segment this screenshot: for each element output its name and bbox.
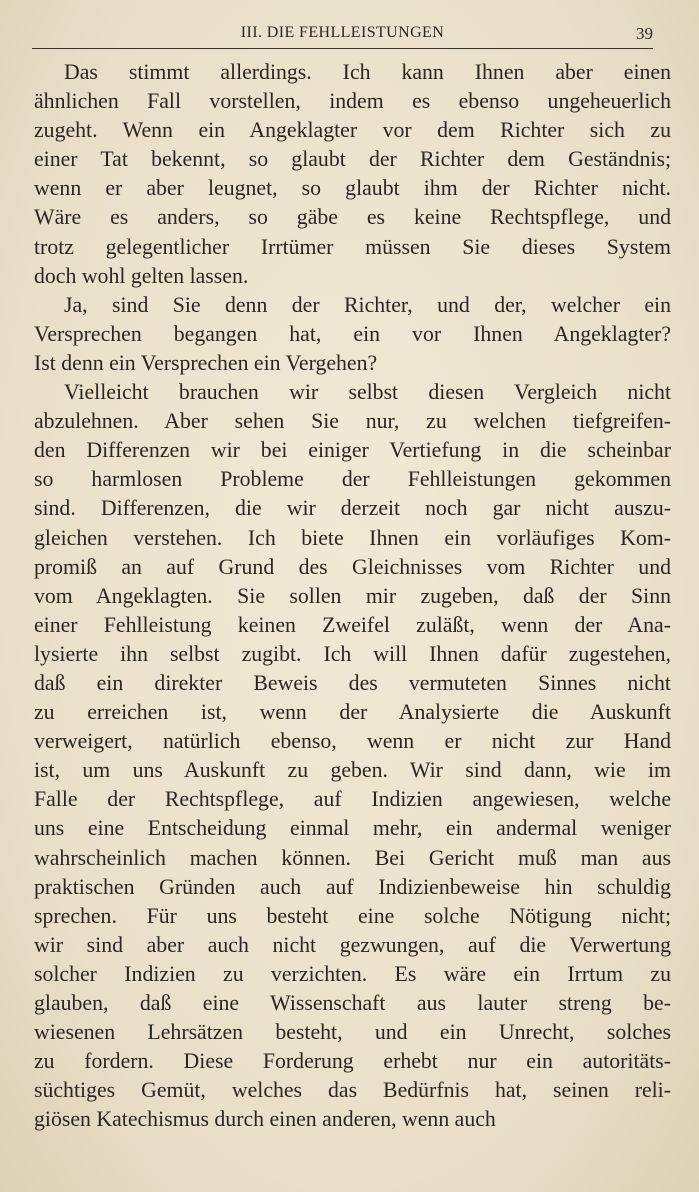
text-line: praktischen Gründen auch auf Indizienbeweise hin schuldig (34, 874, 671, 899)
text-line: Vielleicht brauchen wir selbst diesen Vergleich nicht (64, 380, 671, 405)
text-line: abzulehnen. Aber sehen Sie nur, zu welchen tiefgreifen- (34, 409, 671, 434)
text-line: glauben, daß eine Wissenschaft aus lauter streng be- (34, 991, 671, 1015)
text-line: Ist denn ein Versprechen ein Vergehen? (34, 350, 378, 375)
text-line: einer Fehlleistung keinen Zweifel zuläßt, wenn der Ana- (34, 612, 671, 637)
text-line: einer Tat bekennt, so glaubt der Richter dem Geständnis; (34, 147, 671, 172)
text-line: sind. Differenzen, die wir derzeit noch gar nicht auszu- (34, 496, 671, 521)
page-number: 39 (636, 24, 653, 43)
paragraph (34, 378, 671, 1134)
text-line: doch wohl gelten lassen. (34, 263, 249, 288)
paragraph (34, 291, 671, 378)
text-line: vom Angeklagten. Sie sollen mir zugeben, daß der Sinn (34, 583, 671, 608)
text-line: Ja, sind Sie denn der Richter, und der, welcher ein (64, 292, 671, 317)
text-line: wir sind aber auch nicht gezwungen, auf die Verwertung (34, 932, 671, 957)
text-line: giösen Katechismus durch einen anderen, wenn auch (34, 1107, 496, 1132)
text-line: uns eine Entscheidung einmal mehr, ein andermal weniger (34, 816, 671, 841)
body-text (34, 58, 671, 1134)
text-line: zugeht. Wenn ein Angeklagter vor dem Richter sich zu (34, 118, 671, 143)
text-line: wahrscheinlich machen können. Bei Gericht muß man aus (34, 845, 671, 870)
text-line: Falle der Rechtspflege, auf Indizien angewiesen, welche (34, 787, 671, 812)
text-line: Wäre es anders, so gäbe es keine Rechtspflege, und (34, 205, 671, 230)
running-head (32, 24, 653, 49)
paragraph (34, 58, 671, 291)
text-line: promiß an auf Grund des Gleichnisses vom Richter und (34, 554, 671, 579)
text-line: solcher Indizien zu verzichten. Es wäre ein Irrtum zu (34, 961, 671, 986)
text-line: Das stimmt allerdings. Ich kann Ihnen aber einen (64, 60, 671, 84)
text-line: daß ein direkter Beweis des vermuteten Sinnes nicht (34, 670, 671, 695)
text-line: ähnlichen Fall vorstellen, indem es ebenso ungeheuerlich (34, 89, 671, 114)
text-line: Versprechen begangen hat, ein vor Ihnen Angeklagter? (34, 321, 671, 346)
text-line: wiesenen Lehrsätzen besteht, und ein Unrecht, solches (34, 1020, 671, 1045)
text-line: trotz gelegentlicher Irrtümer müssen Sie dieses System (34, 234, 671, 259)
text-line: ist, um uns Auskunft zu geben. Wir sind dann, wie im (34, 758, 671, 783)
text-line: zu fordern. Diese Forderung erhebt nur ein autoritäts- (34, 1049, 671, 1074)
text-line: zu erreichen ist, wenn der Analysierte die Auskunft (34, 700, 671, 725)
text-line: süchtiges Gemüt, welches das Bedürfnis hat, seinen reli- (34, 1078, 671, 1103)
text-line: lysierte ihn selbst zugibt. Ich will Ihnen dafür zugestehen, (34, 641, 671, 666)
text-line: sprechen. Für uns besteht eine solche Nötigung nicht; (34, 903, 671, 928)
text-line: verweigert, natürlich ebenso, wenn er nicht zur Hand (34, 729, 671, 754)
text-line: so harmlosen Probleme der Fehlleistungen gekommen (34, 467, 671, 492)
text-line: den Differenzen wir bei einiger Vertiefung in die scheinbar (34, 438, 671, 463)
text-line: gleichen verstehen. Ich biete Ihnen ein vorläufiges Kom- (34, 525, 671, 550)
text-line: wenn er aber leugnet, so glaubt ihm der Richter nicht. (34, 176, 671, 201)
chapter-title: III. DIE FEHLLEISTUNGEN (240, 24, 445, 41)
